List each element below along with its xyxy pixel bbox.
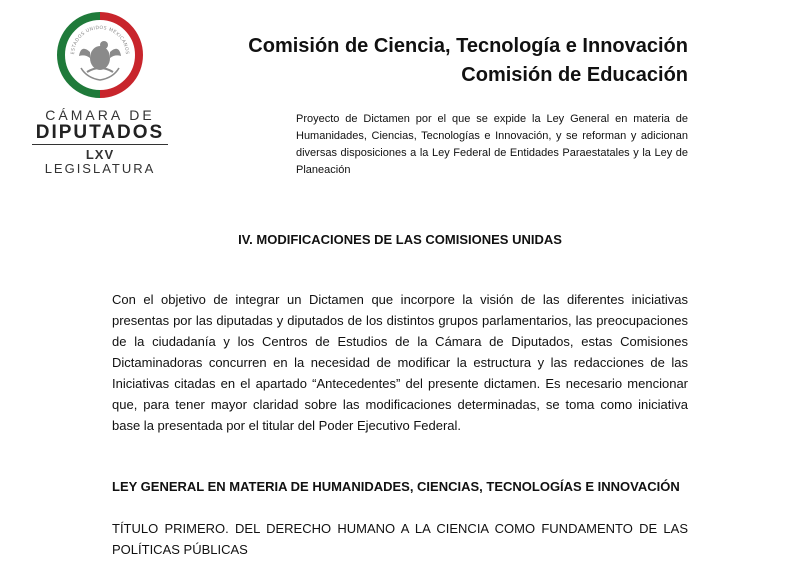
seal-text: ESTADOS UNIDOS MEXICANOS xyxy=(70,25,130,55)
legislature-word: LEGISLATURA xyxy=(44,161,156,176)
chamber-logo xyxy=(30,12,170,176)
law-title: LEY GENERAL EN MATERIA DE HUMANIDADES, CIENCIAS, TECNOLOGÍAS E INNOVACIÓN xyxy=(112,479,680,494)
section-heading: IV. MODIFICACIONES DE LAS COMISIONES UNIDAS xyxy=(238,232,562,247)
legislature-number: LXV xyxy=(85,147,115,162)
title-first: TÍTULO PRIMERO. DEL DERECHO HUMANO A LA CIENCIA COMO FUNDAMENTO DE LAS POLÍTICAS PÚBLICAS xyxy=(112,521,688,557)
commission-title-education: Comisión de Educación xyxy=(461,64,688,86)
deputies-label: DIPUTADOS xyxy=(35,122,165,143)
national-seal-icon xyxy=(57,12,143,98)
chamber-label: CÁMARA DE xyxy=(45,107,155,123)
legislature-label xyxy=(30,148,170,176)
commission-title-science: Comisión de Ciencia, Tecnología e Innovación xyxy=(248,35,688,57)
project-description: Proyecto de Dictamen por el que se expide la Ley General en materia de Humanidades, Ciencias, Tecnologías e Innovación, y se reforman y adicionan diversas disposiciones a la Ley Federal de Entidades Paraestatales y la Ley de Planeación xyxy=(296,113,688,176)
logo-divider xyxy=(32,144,168,145)
body-paragraph: Con el objetivo de integrar un Dictamen que incorpore la visión de las diferentes iniciativas presentas por las diputadas y diputados de los distintos grupos parlamentarios, las preocupaciones de la ciudadanía y los Centros de Estudios de la Cámara de Diputados, estas Comisiones Dictaminadoras concurren en la necesidad de modificar la estructura y las redacciones de las Iniciativas citadas en el apartado “Antecedentes” del presente dictamen. Es necesario mencionar que, para tener mayor claridad sobre las modificaciones determinadas, se toma como iniciativa base la presentada por el titular del Poder Ejecutivo Federal. xyxy=(112,292,688,433)
